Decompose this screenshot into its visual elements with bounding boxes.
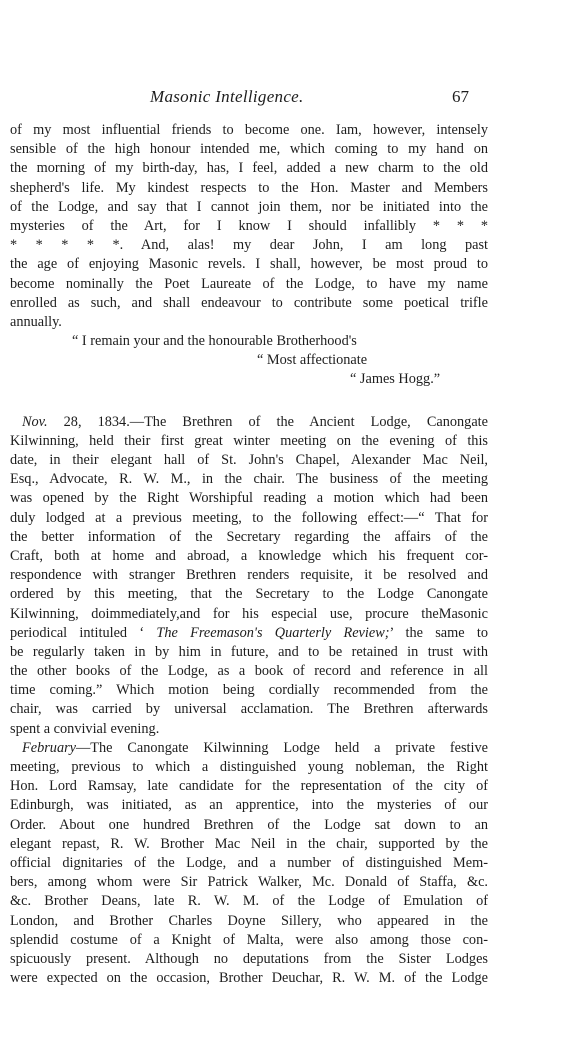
- text-line: meeting, previous to which a distinguished young nobleman, the Right: [10, 759, 488, 775]
- text-line: the morning of my birth-day, has, I feel, added a new charm to the old: [10, 160, 488, 177]
- text-line: * * * * *. And, alas! my dear John, I am long past: [10, 237, 488, 254]
- text-line: splendid costume of a Knight of Malta, were also among those con-: [10, 931, 488, 948]
- text-line: time coming.” Which motion being cordially recommended from the: [10, 682, 488, 699]
- letter-closing: [10, 332, 488, 390]
- text-line: official dignitaries of the Lodge, and a number of distinguished Mem-: [10, 854, 488, 871]
- closing-line: “ I remain your and the honourable Brotherhood's: [72, 333, 357, 350]
- text-fragment: —The Canongate Kilwinning Lodge held a private festive: [76, 739, 488, 756]
- text-line: was opened by the Right Worshipful reading a motion which had been: [10, 490, 488, 507]
- text-line: annually.: [10, 313, 62, 330]
- date-label: Nov.: [22, 413, 48, 430]
- text-line: Edinburgh, was initiated, as an apprentice, into the mysteries of our: [10, 797, 488, 814]
- paragraph-gap: [10, 390, 488, 413]
- text-line: the better information of the Secretary regarding the affairs of the: [10, 528, 488, 545]
- text-line: were expected on the occasion, Brother Deuchar, R. W. M. of the Lodge: [10, 970, 488, 987]
- text-line: of my most influential friends to become one. Iam, however, intensely: [10, 122, 488, 138]
- text-line: of the Lodge, and say that I cannot join them, nor be initiated into the: [10, 198, 488, 215]
- body-text: [10, 121, 488, 988]
- text-line: mysteries of the Art, for I know I should infallibly * * *: [10, 217, 488, 234]
- running-head-title: Masonic Intelligence.: [150, 87, 304, 106]
- periodical-title: The Freemason's Quarterly Review;: [156, 624, 390, 641]
- text-line: the other books of the Lodge, as a book of record and reference in all: [10, 663, 488, 680]
- text-line: [10, 739, 488, 758]
- text-line: sensible of the high honour intended me, which coming to my hand on: [10, 141, 488, 158]
- date-label: February: [22, 739, 76, 756]
- text-line: duly lodged at a previous meeting, to the following effect:—“ That for: [10, 509, 488, 526]
- text-line: spent a convivial evening.: [10, 720, 160, 737]
- text-line: be regularly taken in by him in future, and to be retained in trust with: [10, 643, 488, 660]
- text-line: respondence with stranger Brethren renders requisite, it be resolved and: [10, 567, 488, 584]
- paragraph-february: [10, 739, 488, 988]
- text-line: enrolled as such, and shall endeavour to contribute some poetical trifle: [10, 294, 488, 311]
- text-line: Order. About one hundred Brethren of the Lodge sat down to an: [10, 816, 488, 833]
- text-line: [10, 624, 488, 643]
- text-fragment: ’ the same to: [389, 624, 488, 641]
- running-head: [0, 87, 582, 111]
- text-line: the age of enjoying Masonic revels. I shall, however, be most proud to: [10, 256, 488, 273]
- text-line: Kilwinning, held their first great winter meeting on the evening of this: [10, 432, 488, 449]
- text-line: Esq., Advocate, R. W. M., in the chair. The business of the meeting: [10, 471, 488, 488]
- text-line: [10, 413, 488, 432]
- text-line: Craft, both at home and abroad, a knowledge which his frequent cor-: [10, 547, 488, 564]
- closing-line: “ Most affectionate: [257, 352, 368, 369]
- text-line: ordered by this meeting, that the Secretary to the Lodge Canongate: [10, 586, 488, 603]
- text-line: elegant repast, R. W. Brother Mac Neil in the chair, supported by the: [10, 835, 488, 852]
- text-line: London, and Brother Charles Doyne Sillery, who appeared in the: [10, 912, 488, 929]
- text-line: spicuously present. Although no deputations from the Sister Lodges: [10, 950, 488, 967]
- paragraph-november: [10, 413, 488, 739]
- text-line: bers, among whom were Sir Patrick Walker, Mc. Donald of Staffa, &c.: [10, 874, 488, 891]
- letter-continuation: [10, 121, 488, 332]
- text-line: Kilwinning, doimmediately,and for his especial use, procure theMasonic: [10, 605, 488, 622]
- text-line: &c. Brother Deans, late R. W. M. of the Lodge of Emulation of: [10, 893, 488, 910]
- text-line: date, in their elegant hall of St. John's Chapel, Alexander Mac Neil,: [10, 452, 488, 468]
- text-line: chair, was carried by universal acclamation. The Brethren afterwards: [10, 701, 488, 718]
- text-line: become nominally the Poet Laureate of the Lodge, to have my name: [10, 275, 488, 292]
- page-number: 67: [452, 87, 469, 106]
- text-line: Hon. Lord Ramsay, late candidate for the representation of the city of: [10, 778, 488, 795]
- signature: “ James Hogg.”: [350, 371, 441, 388]
- text-fragment: periodical intituled ‘: [10, 624, 157, 641]
- text-line: shepherd's life. My kindest respects to the Hon. Master and Members: [10, 179, 488, 196]
- text-fragment: 28, 1834.—The Brethren of the Ancient Lodge, Canongate: [47, 413, 488, 430]
